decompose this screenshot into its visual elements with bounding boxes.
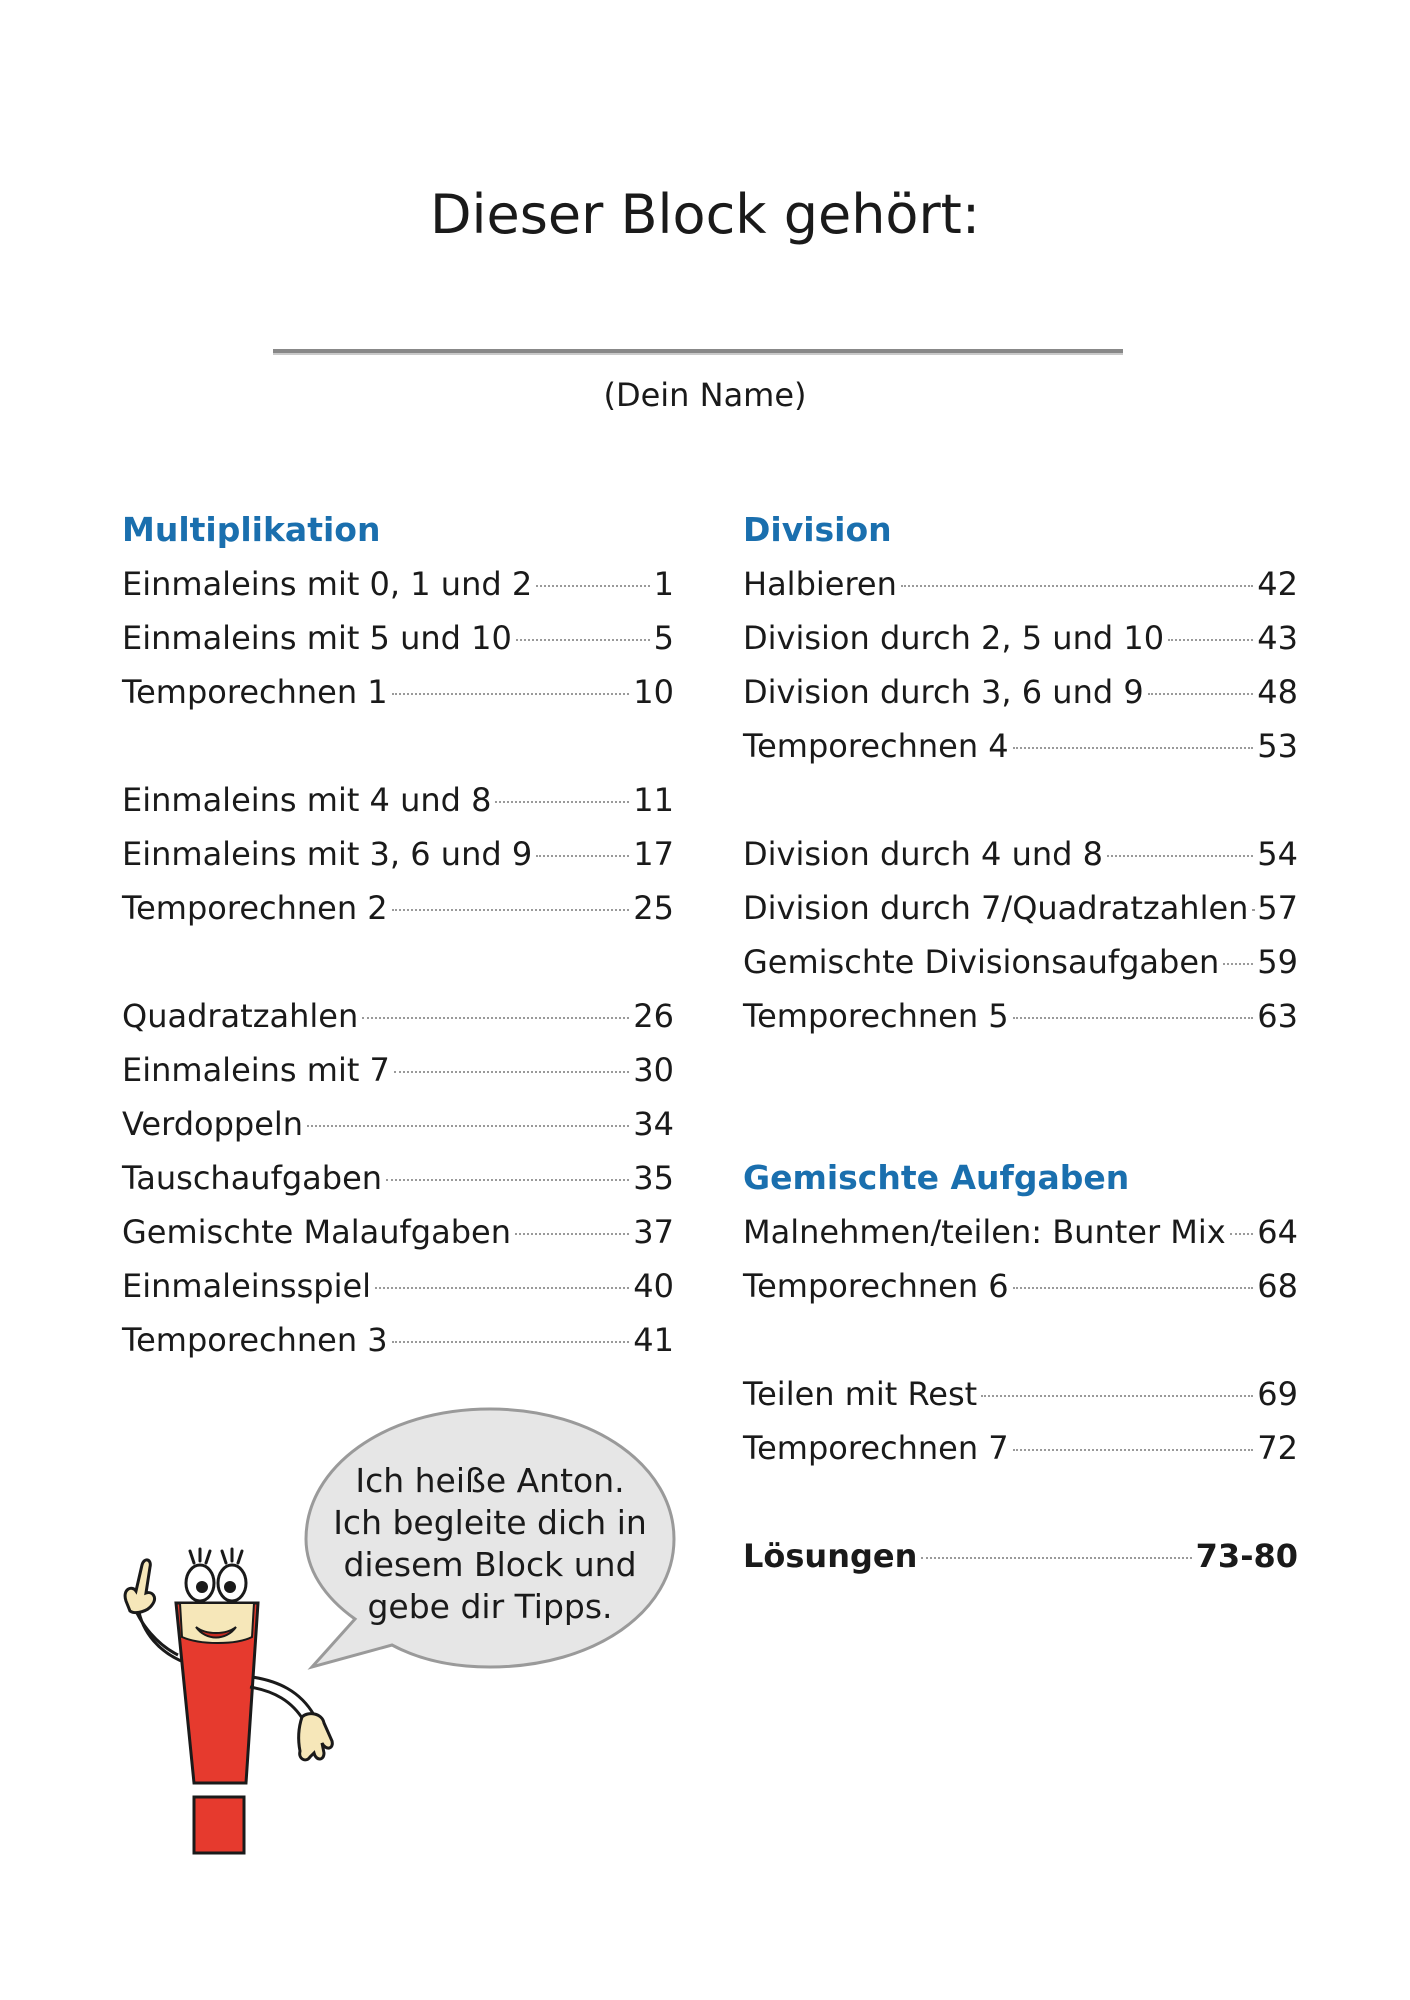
toc-entry-label: Malnehmen/teilen: Bunter Mix: [743, 1213, 1226, 1251]
toc-group: [122, 989, 674, 1367]
exclamation-mark-mascot-icon: [118, 1545, 358, 1875]
toc-section-mixed: [743, 1151, 1298, 1313]
toc-entry-page: 69: [1257, 1375, 1298, 1413]
toc-entry-page: 54: [1257, 835, 1298, 873]
toc-leader-dots: [392, 1341, 630, 1343]
toc-entry-page: 57: [1257, 889, 1298, 927]
toc-entry-page: 40: [633, 1267, 674, 1305]
toc-entry-page: 53: [1257, 727, 1298, 765]
toc-entry-page: 34: [633, 1105, 674, 1143]
section-heading-mixed-tasks: Gemischte Aufgaben: [743, 1158, 1130, 1197]
toc-leader-dots: [375, 1287, 629, 1289]
toc-entry[interactable]: [743, 935, 1298, 989]
toc-entry[interactable]: [122, 1043, 674, 1097]
toc-leader-dots: [394, 1071, 629, 1073]
toc-leader-dots: [1013, 1017, 1254, 1019]
toc-entry[interactable]: [122, 827, 674, 881]
toc-entry[interactable]: [122, 989, 674, 1043]
toc-entry[interactable]: [122, 611, 674, 665]
toc-entry[interactable]: [743, 1421, 1298, 1475]
toc-leader-dots: [1107, 855, 1253, 857]
toc-entry-label: Tauschaufgaben: [122, 1159, 383, 1197]
toc-entry-page: 68: [1257, 1267, 1298, 1305]
toc-entry-label: Lösungen: [743, 1537, 918, 1575]
toc-leader-dots: [1223, 963, 1253, 965]
toc-leader-dots: [516, 639, 650, 641]
toc-leader-dots: [1013, 1449, 1254, 1451]
toc-entry-label: Division durch 4 und 8: [743, 835, 1103, 873]
toc-leader-dots: [362, 1017, 629, 1019]
toc-column-left: [122, 503, 674, 1367]
toc-entry-label: Einmaleins mit 4 und 8: [122, 781, 492, 819]
toc-leader-dots: [515, 1233, 629, 1235]
toc-entry[interactable]: [743, 611, 1298, 665]
toc-entry-label: Einmaleins mit 7: [122, 1051, 390, 1089]
toc-entry-label: Temporechnen 1: [122, 673, 388, 711]
toc-entry[interactable]: [122, 1205, 674, 1259]
toc-entry[interactable]: [743, 1259, 1298, 1313]
toc-entry-label: Gemischte Divisionsaufgaben: [743, 943, 1220, 981]
speech-bubble-line: Ich begleite dich in: [333, 1503, 647, 1542]
toc-entry-label: Einmaleins mit 0, 1 und 2: [122, 565, 533, 603]
toc-entry-label: Einmaleins mit 3, 6 und 9: [122, 835, 533, 873]
toc-entry[interactable]: [743, 827, 1298, 881]
toc-entry-page: 1: [653, 565, 674, 603]
toc-entry-label: Temporechnen 2: [122, 889, 388, 927]
toc-leader-dots: [386, 1179, 629, 1181]
toc-column-right: [743, 503, 1298, 1583]
toc-entry[interactable]: [122, 773, 674, 827]
toc-leader-dots: [307, 1125, 629, 1127]
toc-entry[interactable]: [743, 557, 1298, 611]
toc-entry[interactable]: [743, 989, 1298, 1043]
toc-leader-dots: [536, 585, 649, 587]
toc-entry-page: 30: [633, 1051, 674, 1089]
toc-entry-label: Temporechnen 3: [122, 1321, 388, 1359]
toc-entry[interactable]: [122, 1097, 674, 1151]
name-writing-line: [273, 349, 1123, 353]
toc-entry[interactable]: [122, 881, 674, 935]
name-caption: (Dein Name): [603, 376, 807, 414]
toc-entry[interactable]: [122, 1313, 674, 1367]
toc-entry[interactable]: [743, 719, 1298, 773]
toc-entry-label: Temporechnen 5: [743, 997, 1009, 1035]
toc-entry-solutions[interactable]: [743, 1529, 1298, 1583]
toc-entry-label: Quadratzahlen: [122, 997, 359, 1035]
toc-entry-label: Einmaleinsspiel: [122, 1267, 372, 1305]
toc-leader-dots: [1168, 639, 1253, 641]
speech-bubble-line: diesem Block und: [343, 1545, 637, 1584]
toc-entry-page: 48: [1257, 673, 1298, 711]
toc-entry-page: 63: [1257, 997, 1298, 1035]
section-heading-multiplication: Multiplikation: [122, 510, 381, 549]
toc-leader-dots: [981, 1395, 1253, 1397]
toc-entry-label: Temporechnen 4: [743, 727, 1009, 765]
toc-leader-dots: [921, 1557, 1191, 1559]
toc-entry-page: 64: [1257, 1213, 1298, 1251]
toc-entry-page: 5: [653, 619, 674, 657]
toc-leader-dots: [495, 801, 629, 803]
toc-entry-page: 17: [633, 835, 674, 873]
toc-entry-page: 10: [633, 673, 674, 711]
page-title: Dieser Block gehört:: [429, 183, 981, 246]
toc-leader-dots: [901, 585, 1253, 587]
toc-entry-label: Gemischte Malaufgaben: [122, 1213, 511, 1251]
speech-bubble-line: Ich heiße Anton.: [355, 1461, 625, 1500]
toc-entry-page: 37: [633, 1213, 674, 1251]
toc-entry[interactable]: [743, 1205, 1298, 1259]
toc-leader-dots: [1013, 747, 1254, 749]
speech-bubble-line: gebe dir Tipps.: [367, 1587, 613, 1626]
toc-solutions: [743, 1529, 1298, 1583]
toc-leader-dots: [392, 693, 630, 695]
toc-entry-label: Halbieren: [743, 565, 897, 603]
section-heading-division: Division: [743, 510, 892, 549]
toc-entry-label: Temporechnen 7: [743, 1429, 1009, 1467]
toc-leader-dots: [1230, 1233, 1254, 1235]
toc-entry[interactable]: [122, 665, 674, 719]
toc-entry-page: 42: [1257, 565, 1298, 603]
toc-entry-page: 72: [1257, 1429, 1298, 1467]
toc-entry-label: Division durch 7/Quadratzahlen: [743, 889, 1249, 927]
toc-entry-page: 25: [633, 889, 674, 927]
toc-leader-dots: [1252, 909, 1253, 911]
toc-leader-dots: [392, 909, 630, 911]
toc-entry-label: Division durch 2, 5 und 10: [743, 619, 1165, 657]
toc-group: [743, 827, 1298, 1043]
toc-group: [122, 557, 674, 719]
toc-entry[interactable]: [122, 557, 674, 611]
toc-entry-page: 41: [633, 1321, 674, 1359]
toc-entry-label: Einmaleins mit 5 und 10: [122, 619, 512, 657]
toc-entry-label: Temporechnen 6: [743, 1267, 1009, 1305]
toc-group: [743, 1367, 1298, 1475]
toc-entry[interactable]: [743, 881, 1298, 935]
toc-entry-page: 59: [1257, 943, 1298, 981]
toc-entry-label: Verdoppeln: [122, 1105, 304, 1143]
toc-entry-label: Division durch 3, 6 und 9: [743, 673, 1144, 711]
toc-entry-page: 73-80: [1195, 1537, 1298, 1575]
toc-leader-dots: [1148, 693, 1254, 695]
toc-entry[interactable]: [122, 1151, 674, 1205]
speech-bubble-text: [320, 1460, 660, 1628]
toc-leader-dots: [536, 855, 629, 857]
toc-entry-label: Teilen mit Rest: [743, 1375, 978, 1413]
toc-entry-page: 26: [633, 997, 674, 1035]
toc-leader-dots: [1013, 1287, 1254, 1289]
toc-entry-page: 43: [1257, 619, 1298, 657]
toc-entry[interactable]: [743, 665, 1298, 719]
toc-entry[interactable]: [122, 1259, 674, 1313]
toc-entry-page: 11: [633, 781, 674, 819]
toc-entry-page: 35: [633, 1159, 674, 1197]
toc-entry[interactable]: [743, 1367, 1298, 1421]
toc-group: [122, 773, 674, 935]
toc-group: [743, 557, 1298, 773]
